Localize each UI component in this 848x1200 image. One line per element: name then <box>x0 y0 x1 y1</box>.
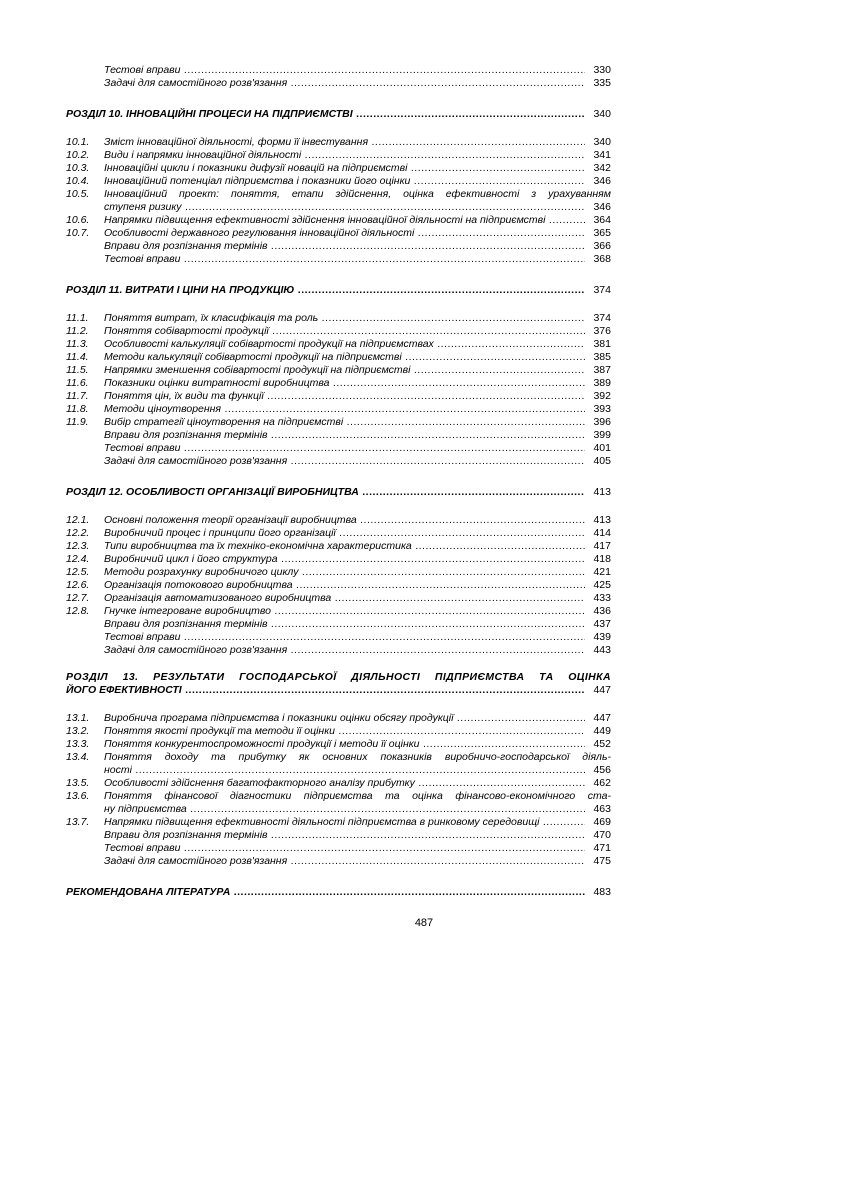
toc-entry-title: Поняття якості продукції та методи її оцінки ..... <box>104 725 585 738</box>
toc-entry-page: 346 <box>593 175 611 187</box>
toc-entry <box>66 364 611 377</box>
toc-entry-title: Поняття собівартості продукції ..... <box>104 325 585 338</box>
toc-entry-page: 447 <box>593 712 611 724</box>
toc-entry-number: 13.3. <box>66 738 90 750</box>
section-title: ЙОГО ЕФЕКТИВНОСТІ ..... <box>66 684 585 697</box>
section-13-heading <box>66 671 611 697</box>
toc-entry <box>66 455 611 468</box>
toc-entry-number: 12.2. <box>66 527 90 539</box>
section-page: 340 <box>593 108 611 120</box>
toc-entry <box>66 416 611 429</box>
section-11-heading <box>66 284 611 297</box>
toc-entry-title: Типи виробництва та їх техніко-економічна характеристика ..... <box>104 540 585 553</box>
toc-entry-title: Вправи для розпізнання термінів ..... <box>104 829 585 842</box>
toc-entry-number: 13.4. <box>66 751 90 763</box>
toc-entry-number: 13.1. <box>66 712 90 724</box>
toc-entry-number: 10.4. <box>66 175 90 187</box>
toc-entry-page: 436 <box>593 605 611 617</box>
toc-entry-title: Вправи для розпізнання термінів ..... <box>104 240 585 253</box>
toc-entry-title: Особливості здійснення багатофакторного аналізу прибутку ..... <box>104 777 585 790</box>
toc-entry <box>66 253 611 266</box>
toc-entry-title: Гнучке інтегроване виробництво ..... <box>104 605 585 618</box>
toc-entry-number: 12.6. <box>66 579 90 591</box>
toc-entry <box>66 514 611 527</box>
toc-entry <box>66 579 611 592</box>
toc-entry-page: 385 <box>593 351 611 363</box>
toc-entry <box>66 605 611 618</box>
toc-entry-number: 12.8. <box>66 605 90 617</box>
toc-entry <box>66 403 611 416</box>
toc-entry-page: 456 <box>593 764 611 776</box>
toc-entry-page: 330 <box>593 64 611 76</box>
toc-entry-page: 470 <box>593 829 611 841</box>
toc-entry <box>66 162 611 175</box>
toc-entry <box>66 64 611 77</box>
toc-entry <box>66 312 611 325</box>
section-10-heading <box>66 108 611 121</box>
toc-entry-title: Методи розрахунку виробничого циклу ..... <box>104 566 585 579</box>
toc-entry-number: 11.3. <box>66 338 89 350</box>
toc-entry-title: Напрямки підвищення ефективності діяльності підприємства в ринковому середовищі ..... <box>104 816 585 829</box>
toc-entry-number: 12.3. <box>66 540 90 552</box>
toc-entry-title: Тестові вправи ..... <box>104 842 585 855</box>
toc-entry-title: Види і напрямки інноваційної діяльності ..... <box>104 149 585 162</box>
toc-entry-title: Методи ціноутворення ..... <box>104 403 585 416</box>
toc-entry-page: 433 <box>593 592 611 604</box>
toc-entry-title: Виробничий процес і принципи його організації ..... <box>104 527 585 540</box>
section-title: РОЗДІЛ 12. ОСОБЛИВОСТІ ОРГАНІЗАЦІЇ ВИРОБНИЦТВА ..... <box>66 486 585 499</box>
toc-entry-number: 12.4. <box>66 553 90 565</box>
toc-entry-page: 342 <box>593 162 611 174</box>
toc-entry <box>66 592 611 605</box>
toc-entry <box>66 527 611 540</box>
section-page: 447 <box>593 684 611 696</box>
toc-entry-page: 392 <box>593 390 611 402</box>
section-title-line1: РОЗДІЛ 13. РЕЗУЛЬТАТИ ГОСПОДАРСЬКОЇ ДІЯЛЬНОСТІ ПІДПРИЄМСТВА ТА ОЦІНКА <box>66 671 611 683</box>
toc-entry-title: Задачі для самостійного розв'язання ..... <box>104 455 585 468</box>
section-title: РОЗДІЛ 11. ВИТРАТИ І ЦІНИ НА ПРОДУКЦІЮ ..... <box>66 284 585 297</box>
toc-entry-title: Поняття цін, їх види та функції ..... <box>104 390 585 403</box>
toc-entry-title: Зміст інноваційної діяльності, форми її інвестування ..... <box>104 136 585 149</box>
toc-entry-page: 425 <box>593 579 611 591</box>
toc-entry <box>66 712 611 725</box>
toc-entry-number: 11.8. <box>66 403 89 415</box>
toc-entry-page: 405 <box>593 455 611 467</box>
toc-entry-page: 401 <box>593 442 611 454</box>
toc-entry-page: 437 <box>593 618 611 630</box>
toc-entry-page: 443 <box>593 644 611 656</box>
toc-entry <box>66 240 611 253</box>
toc-entry-page: 449 <box>593 725 611 737</box>
toc-entry <box>66 338 611 351</box>
toc-entry <box>66 351 611 364</box>
toc-entry-number: 10.5. <box>66 188 90 200</box>
section-page: 374 <box>593 284 611 296</box>
toc-entry-title: Задачі для самостійного розв'язання ..... <box>104 855 585 868</box>
toc-entry-title: Задачі для самостійного розв'язання ..... <box>104 77 585 90</box>
toc-entry-title: ну підприємства ..... <box>104 803 585 816</box>
toc-entry-number: 10.7. <box>66 227 90 239</box>
toc-entry-number: 11.4. <box>66 351 89 363</box>
toc-entry-page: 413 <box>593 514 611 526</box>
toc-entry-page: 387 <box>593 364 611 376</box>
toc-entry-number: 11.1. <box>66 312 89 324</box>
toc-entry <box>66 644 611 657</box>
toc-entry-page: 364 <box>593 214 611 226</box>
toc-entry-title: Особливості калькуляції собівартості продукції на підприємствах ..... <box>104 338 585 351</box>
toc-entry-page: 335 <box>593 77 611 89</box>
toc-entry <box>66 149 611 162</box>
literature-heading <box>66 886 611 899</box>
section-title: РОЗДІЛ 10. ІННОВАЦІЙНІ ПРОЦЕСИ НА ПІДПРИЄМСТВІ ..... <box>66 108 585 121</box>
toc-entry-number: 10.3. <box>66 162 90 174</box>
toc-entry-title: Основні положення теорії організації виробництва ..... <box>104 514 585 527</box>
section-12-heading <box>66 486 611 499</box>
toc-entry-page: 376 <box>593 325 611 337</box>
toc-entry-title: Тестові вправи ..... <box>104 64 585 77</box>
toc-entry-title: Показники оцінки витратності виробництва ..... <box>104 377 585 390</box>
section-title: РЕКОМЕНДОВАНА ЛІТЕРАТУРА ..... <box>66 886 585 899</box>
toc-entry-title: Поняття витрат, їх класифікація та роль ..... <box>104 312 585 325</box>
toc-entry <box>66 377 611 390</box>
toc-entry-page: 393 <box>593 403 611 415</box>
toc-entry <box>66 566 611 579</box>
toc-entry-number: 13.5. <box>66 777 90 789</box>
toc-entry-title: Особливості державного регулювання інноваційної діяльності ..... <box>104 227 585 240</box>
toc-entry <box>66 429 611 442</box>
toc-entry <box>66 553 611 566</box>
toc-entry <box>66 631 611 644</box>
toc-entry-number: 13.2. <box>66 725 90 737</box>
toc-entry-number: 11.9. <box>66 416 89 428</box>
toc-entry-number: 10.1. <box>66 136 90 148</box>
toc-entry-page: 421 <box>593 566 611 578</box>
toc-entry-page: 471 <box>593 842 611 854</box>
toc-entry-page: 462 <box>593 777 611 789</box>
toc-entry-number: 12.7. <box>66 592 90 604</box>
toc-entry <box>66 442 611 455</box>
toc-entry-page: 381 <box>593 338 611 350</box>
toc-entry-title: Організація потокового виробництва ..... <box>104 579 585 592</box>
toc-entry <box>66 214 611 227</box>
toc-entry-title-line1: Інноваційний проект: поняття, етапи здійснення, оцінка ефективності з урахуванням <box>104 188 611 200</box>
toc-entry-number: 12.5. <box>66 566 90 578</box>
toc-entry-title: Тестові вправи ..... <box>104 442 585 455</box>
toc-entry-number: 11.2. <box>66 325 89 337</box>
toc-entry-page: 399 <box>593 429 611 441</box>
toc-entry <box>66 540 611 553</box>
toc-entry <box>66 618 611 631</box>
toc-entry-page: 414 <box>593 527 611 539</box>
toc-entry <box>66 816 611 829</box>
toc-entry-title: Інноваційний потенціал підприємства і показники його оцінки ..... <box>104 175 585 188</box>
toc-entry-number: 11.5. <box>66 364 89 376</box>
toc-entry-title: Методи калькуляції собівартості продукції на підприємстві ..... <box>104 351 585 364</box>
toc-entry-page: 374 <box>593 312 611 324</box>
toc-entry <box>66 725 611 738</box>
toc-entry-title: Вправи для розпізнання термінів ..... <box>104 618 585 631</box>
toc-entry-page: 463 <box>593 803 611 815</box>
toc-entry-title: Виробничий цикл і його структура ..... <box>104 553 585 566</box>
page-number: 487 <box>414 917 434 929</box>
toc-entry <box>66 227 611 240</box>
toc-entry-title: Напрямки підвищення ефективності здійснення інноваційної діяльності на підприємстві ..... <box>104 214 585 227</box>
toc-entry-page: 469 <box>593 816 611 828</box>
toc-entry-title: Вправи для розпізнання термінів ..... <box>104 429 585 442</box>
toc-entry-multiline <box>66 188 611 214</box>
toc-entry-title: Виробнича програма підприємства і показники оцінки обсягу продукції ..... <box>104 712 585 725</box>
toc-entry-page: 452 <box>593 738 611 750</box>
toc-entry-page: 346 <box>593 201 611 213</box>
toc-entry-page: 341 <box>593 149 611 161</box>
toc-entry-number: 10.6. <box>66 214 90 226</box>
toc-entry-title: Організація автоматизованого виробництва ..... <box>104 592 585 605</box>
toc-entry-number: 13.6. <box>66 790 90 802</box>
toc-entry-number: 11.6. <box>66 377 89 389</box>
toc-entry-number: 13.7. <box>66 816 90 828</box>
toc-entry-multiline <box>66 790 611 816</box>
toc-entry <box>66 842 611 855</box>
table-of-contents <box>66 64 611 914</box>
toc-entry-title: Поняття конкурентоспроможності продукції і методи її оцінки ..... <box>104 738 585 751</box>
toc-entry <box>66 136 611 149</box>
toc-entry-title: Вибір стратегії ціноутворення на підприємстві ..... <box>104 416 585 429</box>
toc-entry-title: Інноваційні цикли і показники дифузії новацій на підприємстві ..... <box>104 162 585 175</box>
toc-entry-multiline <box>66 751 611 777</box>
toc-entry-title: Напрямки зменшення собівартості продукції на підприємстві ..... <box>104 364 585 377</box>
toc-entry-page: 475 <box>593 855 611 867</box>
toc-entry <box>66 829 611 842</box>
toc-entry-page: 368 <box>593 253 611 265</box>
toc-entry-page: 389 <box>593 377 611 389</box>
toc-entry <box>66 855 611 868</box>
toc-entry-page: 365 <box>593 227 611 239</box>
toc-entry-number: 11.7. <box>66 390 89 402</box>
toc-entry-page: 396 <box>593 416 611 428</box>
toc-entry-page: 418 <box>593 553 611 565</box>
toc-entry <box>66 390 611 403</box>
toc-entry-title: Тестові вправи ..... <box>104 631 585 644</box>
toc-entry-number: 10.2. <box>66 149 90 161</box>
toc-entry-title: Задачі для самостійного розв'язання ..... <box>104 644 585 657</box>
toc-entry <box>66 777 611 790</box>
toc-entry <box>66 175 611 188</box>
toc-entry-title-line1: Поняття доходу та прибутку як основних показників виробничо-господарської діяль- <box>104 751 611 763</box>
toc-entry-page: 439 <box>593 631 611 643</box>
toc-entry-page: 417 <box>593 540 611 552</box>
section-page: 483 <box>593 886 611 898</box>
toc-entry <box>66 325 611 338</box>
toc-entry-page: 366 <box>593 240 611 252</box>
toc-entry-number: 12.1. <box>66 514 90 526</box>
section-page: 413 <box>593 486 611 498</box>
toc-entry-title: ступеня ризику ..... <box>104 201 585 214</box>
toc-entry-title: Тестові вправи ..... <box>104 253 585 266</box>
toc-entry <box>66 77 611 90</box>
toc-entry <box>66 738 611 751</box>
toc-entry-title-line1: Поняття фінансової діагностики підприємства та оцінка фінансово-економічного ста- <box>104 790 611 802</box>
toc-entry-page: 340 <box>593 136 611 148</box>
toc-entry-title: ності ..... <box>104 764 585 777</box>
